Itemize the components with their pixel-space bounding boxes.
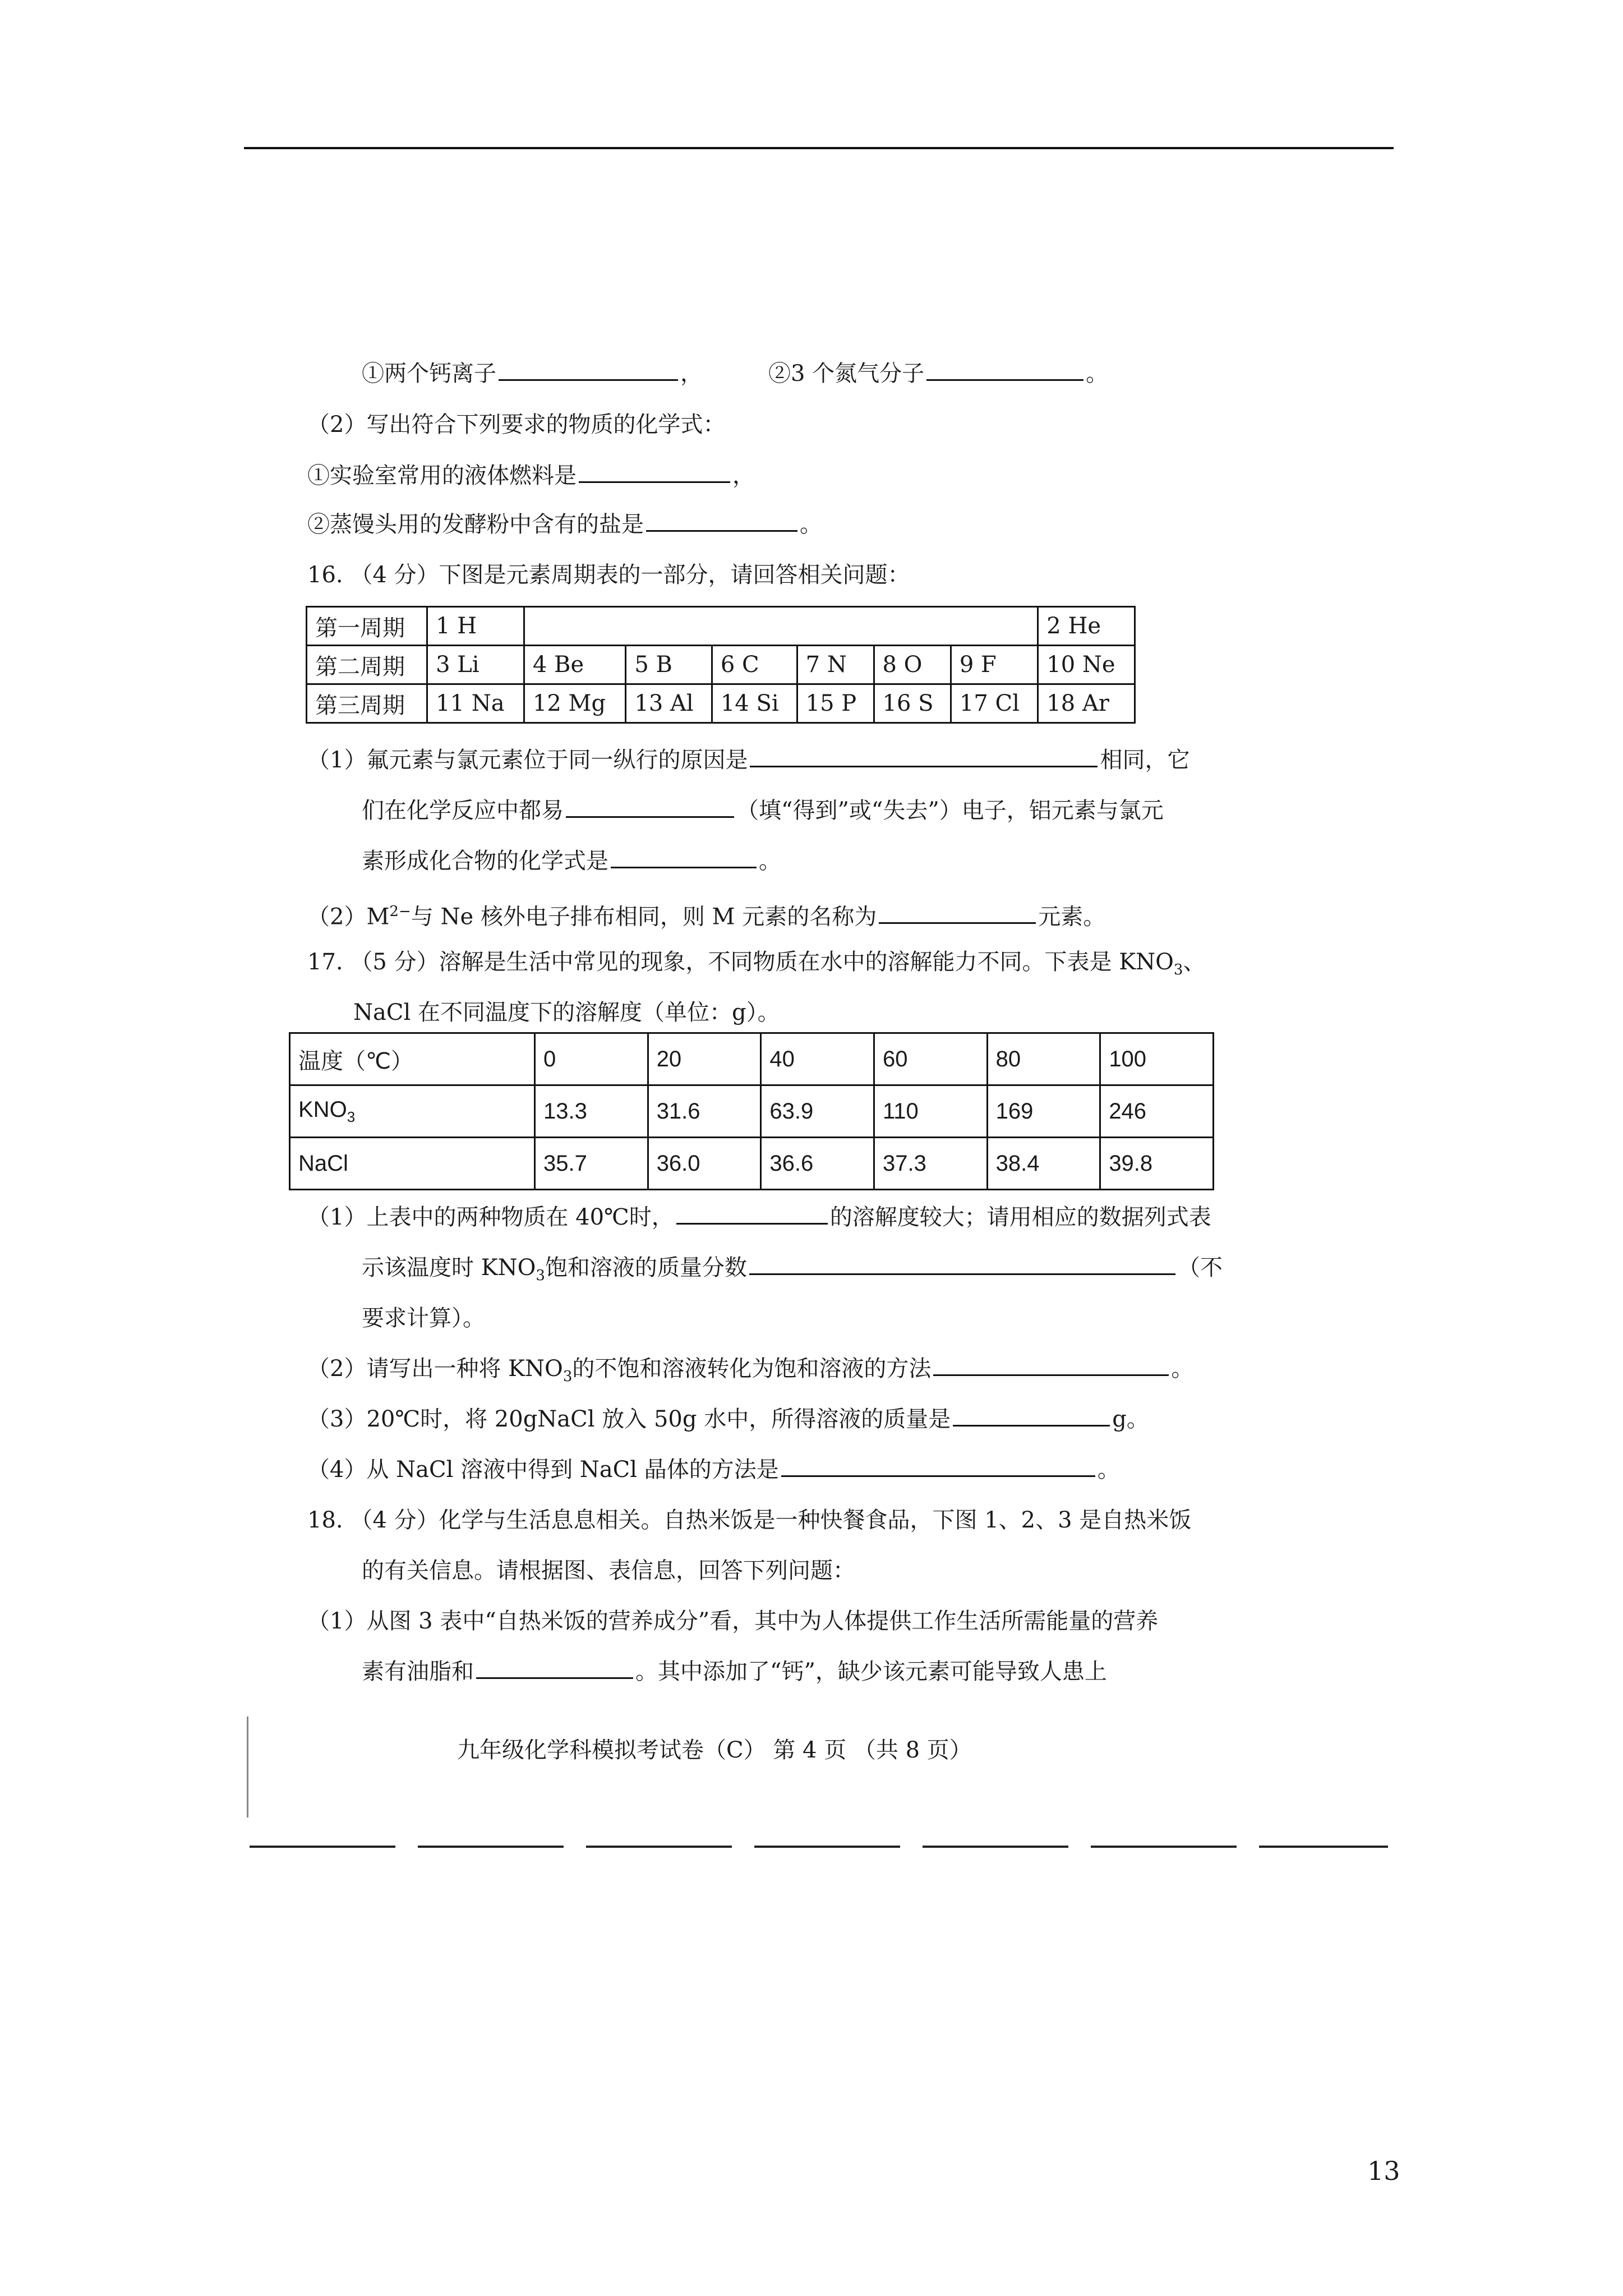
- table-cell: 246: [1100, 1085, 1214, 1138]
- period-label: 第二周期: [307, 646, 427, 684]
- answer-blank[interactable]: [926, 357, 1083, 381]
- element-cell: 4 Be: [524, 646, 626, 684]
- page-footer: 九年级化学科模拟考试卷（C） 第 4 页 （共 8 页）: [457, 1737, 972, 1763]
- q17-p1-line3: 要求计算）。: [362, 1305, 485, 1331]
- answer-blank[interactable]: [476, 1655, 633, 1679]
- element-cell: 1 H: [427, 607, 524, 646]
- q18-p1-line2: 素有油脂和 。其中添加了“钙”，缺少该元素可能导致人患上: [362, 1655, 1107, 1688]
- element-cell: 7 N: [797, 646, 874, 684]
- table-cell: 63.9: [761, 1085, 874, 1138]
- table-cell: 31.6: [648, 1085, 761, 1138]
- bottom-rule: [250, 1846, 1388, 1848]
- element-cell: 15 P: [797, 684, 874, 723]
- period-label: 第一周期: [307, 607, 427, 646]
- table-row: [290, 1138, 1214, 1190]
- q17-title2: NaCl 在不同温度下的溶解度（单位：g）。: [353, 1000, 780, 1025]
- q16-p1-line1: （1）氟元素与氯元素位于同一纵行的原因是 相同，它: [307, 743, 1189, 777]
- q17-p1-line2: 示该温度时 $KNO_3$饱和溶液的质量分数 （不: [362, 1251, 1223, 1292]
- answer-blank[interactable]: [646, 508, 797, 532]
- q18-title2: 的有关信息。请根据图、表信息，回答下列问题：: [362, 1558, 855, 1584]
- q16-p2-line: $(2)M^{2-}$与 Ne 核外电子排布相同，则 M 元素的名称为 元素。: [307, 895, 1105, 933]
- element-cell: 5 B: [626, 646, 712, 684]
- periodic-table: [306, 606, 1136, 724]
- element-cell: 6 C: [712, 646, 797, 684]
- table-cell: 36.6: [761, 1138, 874, 1190]
- q16-p1-line2: 们在化学反应中都易 （填“得到”或“失去”）电子，铝元素与氯元: [362, 794, 1164, 827]
- table-header-cell: 40: [761, 1033, 874, 1085]
- answer-blank[interactable]: [611, 844, 757, 868]
- table-header-cell: 80: [987, 1033, 1100, 1085]
- element-cell: 14 Si: [712, 684, 797, 723]
- answer-blank[interactable]: [933, 1352, 1169, 1376]
- answer-blank[interactable]: [781, 1453, 1095, 1477]
- table-cell: 36.0: [648, 1138, 761, 1190]
- solubility-table: [289, 1032, 1214, 1190]
- element-cell: 18 Ar: [1038, 684, 1135, 723]
- table-header-cell: 0: [535, 1033, 648, 1085]
- q17-title: 17. （5 分）溶解是生活中常见的现象，不同物质在水中的溶解能力不同。下表是 $KNO_3$、: [307, 949, 1206, 978]
- row-label-kno3: $KNO_3$: [290, 1085, 535, 1138]
- answer-blank[interactable]: [566, 794, 734, 818]
- table-cell: 35.7: [535, 1138, 648, 1190]
- table-cell: 110: [874, 1085, 988, 1138]
- q16-title: 16. （4 分）下图是元素周期表的一部分，请回答相关问题：: [307, 562, 910, 588]
- table-row: [307, 684, 1135, 723]
- table-header-cell: 60: [874, 1033, 988, 1085]
- element-cell: 9 F: [951, 646, 1038, 684]
- answer-blank[interactable]: [676, 1200, 828, 1225]
- table-cell: 13.3: [535, 1085, 648, 1138]
- q15-item1-line: ①两个钙离子 ，: [362, 357, 703, 390]
- q17-p4-line: （4）从 NaCl 溶液中得到 NaCl 晶体的方法是 。: [307, 1453, 1120, 1487]
- q18-title: 18. （4 分）化学与生活息息相关。自热米饭是一种快餐食品，下图 1、2、3 是自热米饭: [307, 1507, 1192, 1533]
- answer-blank[interactable]: [579, 459, 730, 483]
- answer-blank[interactable]: [953, 1402, 1110, 1427]
- element-cell: 2 He: [1038, 607, 1135, 646]
- element-cell: 10 Ne: [1038, 646, 1135, 684]
- table-cell: 38.4: [987, 1138, 1100, 1190]
- element-cell: 17 Cl: [951, 684, 1038, 723]
- table-row: [307, 646, 1135, 684]
- table-row: [307, 607, 1135, 646]
- table-header-cell: 温度（℃）: [290, 1033, 535, 1085]
- table-cell: 169: [987, 1085, 1100, 1138]
- row-label-nacl: NaCl: [290, 1138, 535, 1190]
- q17-p1-line1: （1）上表中的两种物质在 40℃时， 的溶解度较大；请用相应的数据列式表: [307, 1200, 1211, 1234]
- q15-item1: ①两个钙离子: [362, 361, 496, 386]
- table-cell: 37.3: [874, 1138, 988, 1190]
- q15-salt-line: ②蒸馒头用的发酵粉中含有的盐是 。: [307, 508, 822, 541]
- q15-part2: （2）写出符合下列要求的物质的化学式：: [307, 412, 726, 438]
- element-cell: 11 Na: [427, 684, 524, 723]
- answer-blank[interactable]: [750, 743, 1098, 767]
- element-cell: 12 Mg: [524, 684, 626, 723]
- table-row: [290, 1085, 1214, 1138]
- empty-cell: [524, 607, 1038, 646]
- q17-p3-line: （3）20℃时，将 20gNaCl 放入 50g 水中，所得溶液的质量是 g。: [307, 1402, 1149, 1436]
- table-header-cell: 100: [1100, 1033, 1214, 1085]
- q15-item2: ②3 个氮气分子: [768, 361, 925, 386]
- table-row: [290, 1033, 1214, 1085]
- q17-p2-line: （2）请写出一种将 $KNO_3$的不饱和溶液转化为饱和溶液的方法 。: [307, 1352, 1193, 1393]
- element-cell: 13 Al: [626, 684, 712, 723]
- top-rule: [244, 147, 1394, 149]
- answer-blank[interactable]: [499, 357, 678, 381]
- element-cell: 8 O: [874, 646, 951, 684]
- answer-blank[interactable]: [749, 1251, 1175, 1275]
- element-cell: 3 Li: [427, 646, 524, 684]
- period-label: 第三周期: [307, 684, 427, 723]
- q16-p1-line3: 素形成化合物的化学式是 。: [362, 844, 781, 878]
- q18-p1-line1: （1）从图 3 表中“自热米饭的营养成分”看，其中为人体提供工作生活所需能量的营养: [307, 1608, 1159, 1634]
- answer-blank[interactable]: [879, 900, 1036, 924]
- q15-fuel-line: ①实验室常用的液体燃料是 ，: [307, 459, 755, 493]
- table-header-cell: 20: [648, 1033, 761, 1085]
- table-cell: 39.8: [1100, 1138, 1214, 1190]
- q15-item2-line: ②3 个氮气分子 。: [768, 357, 1108, 390]
- left-margin-mark: [247, 1717, 248, 1818]
- element-cell: 16 S: [874, 684, 951, 723]
- page-number: 13: [1367, 2156, 1400, 2186]
